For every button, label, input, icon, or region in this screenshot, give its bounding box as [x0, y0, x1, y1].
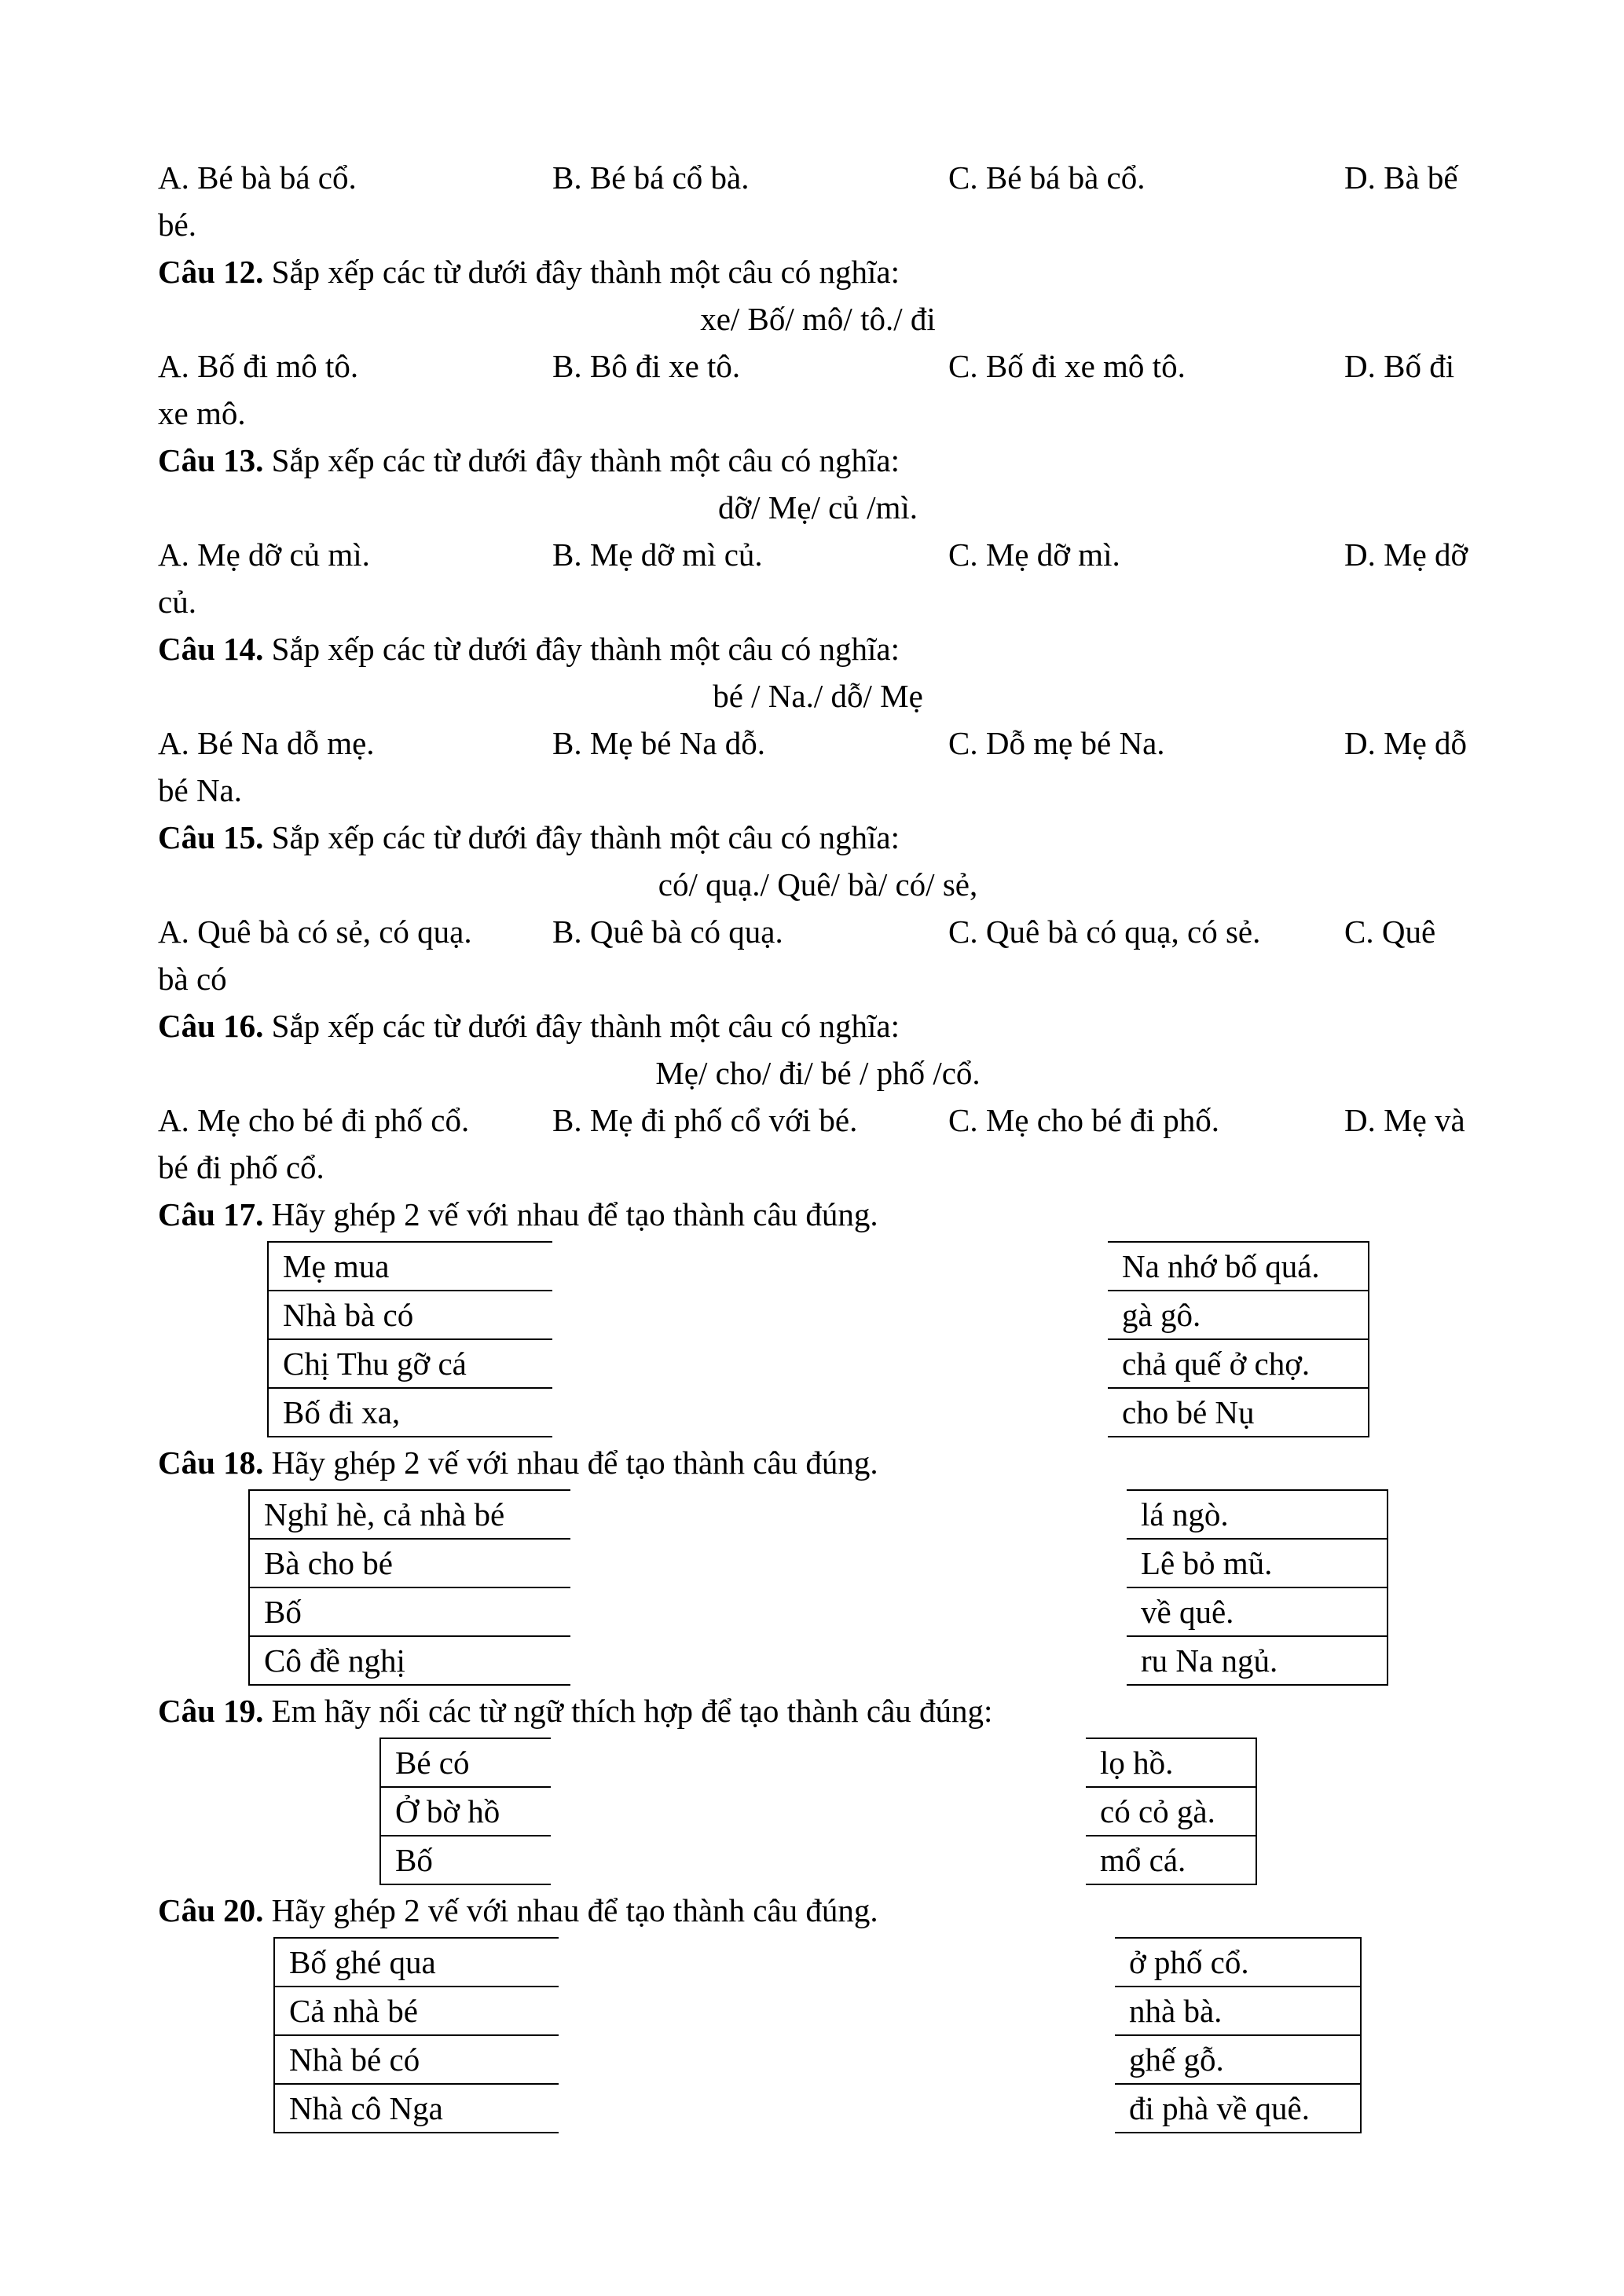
right-cell[interactable]: Na nhớ bố quá.: [1108, 1242, 1369, 1291]
question-label: Câu 20.: [158, 1892, 264, 1928]
question-label: Câu 14.: [158, 631, 264, 667]
right-cell[interactable]: cho bé Nụ: [1108, 1388, 1369, 1437]
question-prompt: Hãy ghép 2 vế với nhau để tạo thành câu đúng.: [271, 1196, 878, 1232]
option-c: C. Mẹ dỡ mì.: [948, 536, 1120, 573]
right-cell[interactable]: về quê.: [1127, 1587, 1388, 1636]
option-d: D. Mẹ và: [1344, 1102, 1465, 1138]
question-20: [158, 1887, 1478, 2135]
question-label: Câu 15.: [158, 819, 264, 855]
option-b: B. Mẹ bé Na dỗ.: [552, 725, 766, 761]
left-column-table: [379, 1738, 551, 1885]
option-c: C. Bé bá bà cổ.: [948, 159, 1146, 196]
right-column-table: [1115, 1937, 1362, 2133]
right-column-table: [1108, 1241, 1369, 1437]
question-label: Câu 17.: [158, 1196, 264, 1232]
option-b: B. Mẹ dỡ mì củ.: [552, 536, 763, 573]
option-a: A. Bé Na dỗ mẹ.: [158, 725, 375, 761]
right-cell[interactable]: gà gô.: [1108, 1291, 1369, 1339]
right-cell[interactable]: chả quế ở chợ.: [1108, 1339, 1369, 1388]
option-wrap: bé đi phố cổ.: [158, 1149, 324, 1185]
option-d: D. Bố đi: [1344, 348, 1455, 384]
right-cell[interactable]: Lê bỏ mũ.: [1127, 1539, 1388, 1587]
question-14: [158, 625, 1478, 814]
left-cell[interactable]: Nghỉ hè, cả nhà bé: [249, 1490, 570, 1539]
right-cell[interactable]: lọ hồ.: [1086, 1738, 1256, 1787]
question-prompt: Sắp xếp các từ dưới đây thành một câu có nghĩa:: [271, 819, 900, 855]
right-cell[interactable]: nhà bà.: [1115, 1987, 1361, 2035]
question-15: [158, 814, 1478, 1002]
right-cell[interactable]: ru Na ngủ.: [1127, 1636, 1388, 1685]
option-c: C. Quê bà có quạ, có sẻ.: [948, 914, 1261, 950]
question-17: [158, 1191, 1478, 1439]
question-prompt: Sắp xếp các từ dưới đây thành một câu có nghĩa:: [271, 254, 900, 290]
question-label: Câu 12.: [158, 254, 264, 290]
left-cell[interactable]: Nhà bà có: [268, 1291, 552, 1339]
left-cell[interactable]: Bố đi xa,: [268, 1388, 552, 1437]
option-a: A. Mẹ cho bé đi phố cổ.: [158, 1102, 470, 1138]
question-19: [158, 1687, 1478, 1887]
option-a: A. Quê bà có sẻ, có quạ.: [158, 914, 472, 950]
left-column-table: [248, 1489, 570, 1686]
word-list: xe/ Bố/ mô/ tô./ đi: [700, 301, 936, 337]
left-cell[interactable]: Chị Thu gỡ cá: [268, 1339, 552, 1388]
left-cell[interactable]: Nhà cô Nga: [274, 2084, 559, 2133]
option-c: C. Dỗ mẹ bé Na.: [948, 725, 1165, 761]
option-c: C. Mẹ cho bé đi phố.: [948, 1102, 1220, 1138]
right-cell[interactable]: ở phố cổ.: [1115, 1938, 1361, 1987]
left-cell[interactable]: Ở bờ hồ: [380, 1787, 551, 1836]
left-cell[interactable]: Bố: [380, 1836, 551, 1884]
option-a: A. Bé bà bá cổ.: [158, 159, 357, 196]
left-cell[interactable]: Bố: [249, 1587, 570, 1636]
left-cell[interactable]: Bà cho bé: [249, 1539, 570, 1587]
question-prompt: Sắp xếp các từ dưới đây thành một câu có nghĩa:: [271, 1008, 900, 1044]
worksheet-page: [158, 154, 1478, 2135]
question-label: Câu 13.: [158, 442, 264, 478]
option-a: A. Mẹ dỡ củ mì.: [158, 536, 370, 573]
option-wrap: bé Na.: [158, 772, 243, 808]
question-prompt: Sắp xếp các từ dưới đây thành một câu có nghĩa:: [271, 631, 900, 667]
question-prompt: Hãy ghép 2 vế với nhau để tạo thành câu đúng.: [271, 1892, 878, 1928]
question-18: [158, 1439, 1478, 1687]
right-cell[interactable]: ghế gỗ.: [1115, 2035, 1361, 2084]
question-12: [158, 248, 1478, 437]
option-b: B. Bé bá cổ bà.: [552, 159, 750, 196]
right-cell[interactable]: có cỏ gà.: [1086, 1787, 1256, 1836]
word-list: dỡ/ Mẹ/ củ /mì.: [718, 489, 918, 525]
right-cell[interactable]: đi phà về quê.: [1115, 2084, 1361, 2133]
option-wrap: bé.: [158, 207, 196, 243]
left-cell[interactable]: Bố ghé qua: [274, 1938, 559, 1987]
option-d: D. Bà bế: [1344, 159, 1458, 196]
word-list: Mẹ/ cho/ đi/ bé / phố /cổ.: [655, 1055, 981, 1091]
right-column-table: [1127, 1489, 1388, 1686]
question-13: [158, 437, 1478, 625]
question-label: Câu 16.: [158, 1008, 264, 1044]
right-column-table: [1086, 1738, 1257, 1885]
option-wrap: củ.: [158, 584, 196, 620]
left-cell[interactable]: Cô đề nghị: [249, 1636, 570, 1685]
left-column-table: [273, 1937, 559, 2133]
question-label: Câu 18.: [158, 1445, 264, 1481]
option-d: D. Mẹ dỗ: [1344, 725, 1468, 761]
left-column-table: [267, 1241, 552, 1437]
question-16: [158, 1002, 1478, 1191]
right-cell[interactable]: lá ngò.: [1127, 1490, 1388, 1539]
question-prompt: Sắp xếp các từ dưới đây thành một câu có nghĩa:: [271, 442, 900, 478]
option-b: B. Bô đi xe tô.: [552, 348, 741, 384]
left-cell[interactable]: Bé có: [380, 1738, 551, 1787]
question-prompt: Em hãy nối các từ ngữ thích hợp để tạo thành câu đúng:: [271, 1693, 993, 1729]
question-prompt: Hãy ghép 2 vế với nhau để tạo thành câu đúng.: [271, 1445, 878, 1481]
option-b: B. Quê bà có quạ.: [552, 914, 783, 950]
option-wrap: bà có: [158, 961, 227, 997]
left-cell[interactable]: Nhà bé có: [274, 2035, 559, 2084]
option-d: C. Quê: [1344, 914, 1436, 950]
option-d: D. Mẹ dỡ: [1344, 536, 1468, 573]
option-a: A. Bố đi mô tô.: [158, 348, 359, 384]
word-list: có/ quạ./ Quê/ bà/ có/ sẻ,: [658, 866, 978, 903]
word-list: bé / Na./ dỗ/ Mẹ: [713, 678, 923, 714]
question-label: Câu 19.: [158, 1693, 264, 1729]
option-b: B. Mẹ đi phố cổ với bé.: [552, 1102, 858, 1138]
left-cell[interactable]: Cả nhà bé: [274, 1987, 559, 2035]
right-cell[interactable]: mổ cá.: [1086, 1836, 1256, 1884]
left-cell[interactable]: Mẹ mua: [268, 1242, 552, 1291]
option-wrap: xe mô.: [158, 395, 246, 431]
option-c: C. Bố đi xe mô tô.: [948, 348, 1186, 384]
q11-options: [158, 154, 1478, 201]
